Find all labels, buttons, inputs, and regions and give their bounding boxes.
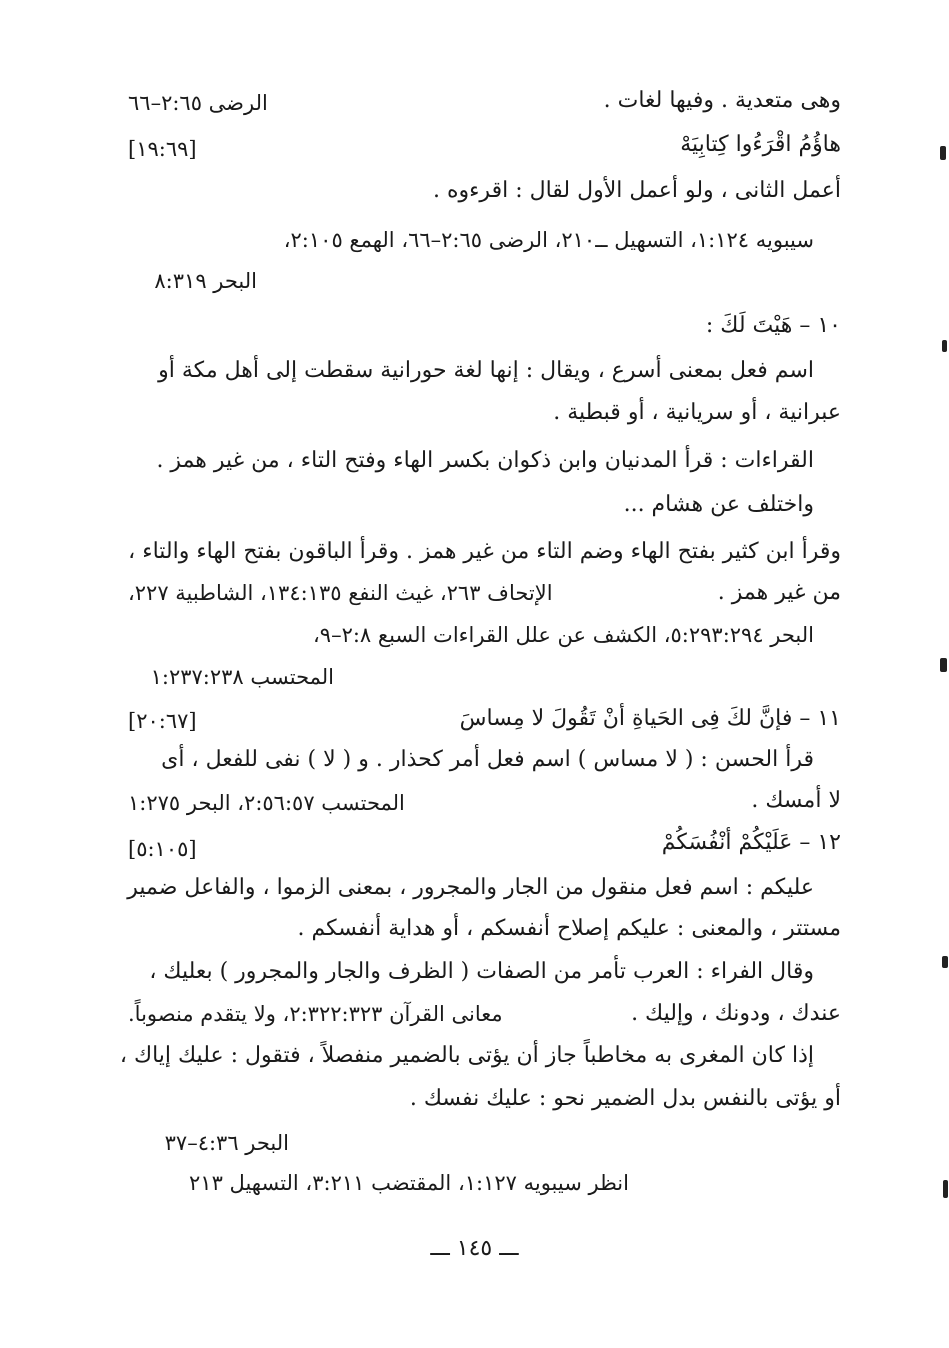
verse-line-2: هاؤُمُ اقْرَءُوا كِتابِيَهْ <box>680 132 841 157</box>
entry-11-verse: ١١ – فإنَّ لكَ فِى الحَياةِ أنْ تَقُولَ لا مِساسَ <box>459 706 841 731</box>
line-4-sources: سيبويه ١:١٢٤، التسهيل ــ٢١٠، الرضى ٢:٦٥–٦٦، الهمع ٢:١٠٥، <box>283 228 814 252</box>
line-3-text: أعمل الثانى ، ولو أعمل الأول لقال : اقرءوه . <box>432 178 841 203</box>
line-14-sources: المحتسب ١:٢٣٧:٢٣٨ <box>150 665 334 689</box>
line-16-text: قرأ الحسن : ( لا مساس ) اسم فعل أمر كحذار . و ( لا ) نفى للفعل ، أى <box>161 747 814 772</box>
line-7-text: اسم فعل بمعنى أسرع ، ويقال : إنها لغة حورانية سقطت إلى أهل مكة أو <box>158 358 814 383</box>
line-9-readings: القراءات : قرأ المدنيان وابن ذكوان بكسر الهاء وفتح التاء ، من غير همز . <box>156 448 814 473</box>
line-17-text: لا أمسك . <box>751 788 841 813</box>
line-11-text: وقرأ ابن كثير بفتح الهاء وضم التاء من غير همز . وقرأ الباقون بفتح الهاء والتاء ، <box>128 539 841 564</box>
line-26-sources: انظر سيبويه ١:١٢٧، المقتضب ٣:٢١١، التسهيل ٢١٣ <box>189 1171 629 1195</box>
line-22-text: عندك ، ودونك ، وإليك . <box>631 1001 841 1026</box>
line-5-sources: البحر ٨:٣١٩ <box>154 269 257 293</box>
line-12-reference: الإتحاف ٢٦٣، غيث النفع ١٣٤:١٣٥، الشاطبية ٢٢٧، <box>128 581 553 605</box>
entry-12-verse: ١٢ – عَلَيْكُمْ أنْفُسَكُمْ <box>661 830 841 855</box>
page-number: ـــ ١٤٥ ـــ <box>430 1236 519 1261</box>
line-13-sources: البحر ٥:٢٩٣:٢٩٤، الكشف عن علل القراءات السبع ٢:٨–٩، <box>313 623 814 647</box>
verse-11-citation: [٢٠:٦٧] <box>128 709 197 733</box>
line-1-reference: الرضى ٢:٦٥–٦٦ <box>128 91 268 115</box>
line-1-text: وهى متعدية . وفيها لغات . <box>603 88 841 113</box>
line-22-reference: معانى القرآن ٢:٣٢٢:٣٢٣، ولا يتقدم منصوباً. <box>128 1002 503 1026</box>
entry-10-heading: ١٠ – هَيْتَ لَكَ : <box>705 313 841 338</box>
verse-2-citation: [١٩:٦٩] <box>128 137 197 161</box>
line-17-reference: المحتسب ٢:٥٦:٥٧، البحر ١:٢٧٥ <box>128 791 405 815</box>
line-10-text: واختلف عن هشام ... <box>623 492 814 517</box>
line-24-text: أو يؤتى بالنفس بدل الضمير نحو : عليك نفسك . <box>409 1086 841 1111</box>
line-19-text: عليكم : اسم فعل منقول من الجار والمجرور ، بمعنى الزموا ، والفاعل ضمير <box>127 875 814 900</box>
line-20-text: مستتر ، والمعنى : عليكم إصلاح أنفسكم ، أو هداية أنفسكم . <box>297 916 841 941</box>
scan-edge-mark <box>942 956 948 968</box>
line-8-text: عبرانية ، أو سريانية ، أو قبطية . <box>553 400 841 425</box>
line-12-text: من غير همز . <box>717 580 841 605</box>
verse-12-citation: [٥:١٠٥] <box>128 837 197 861</box>
scan-edge-mark <box>940 658 947 672</box>
line-23-text: إذا كان المغرى به مخاطباً جاز أن يؤتى بالضمير منفصلاً ، فتقول : عليك إياك ، <box>119 1043 814 1068</box>
line-25-sources: البحر ٤:٣٦–٣٧ <box>164 1131 289 1155</box>
scan-edge-mark <box>940 146 946 160</box>
line-21-text: وقال الفراء : العرب تأمر من الصفات ( الظرف والجار والمجرور ) بعليك ، <box>149 959 814 984</box>
scan-edge-mark <box>942 340 947 352</box>
scan-edge-mark <box>943 1180 948 1198</box>
